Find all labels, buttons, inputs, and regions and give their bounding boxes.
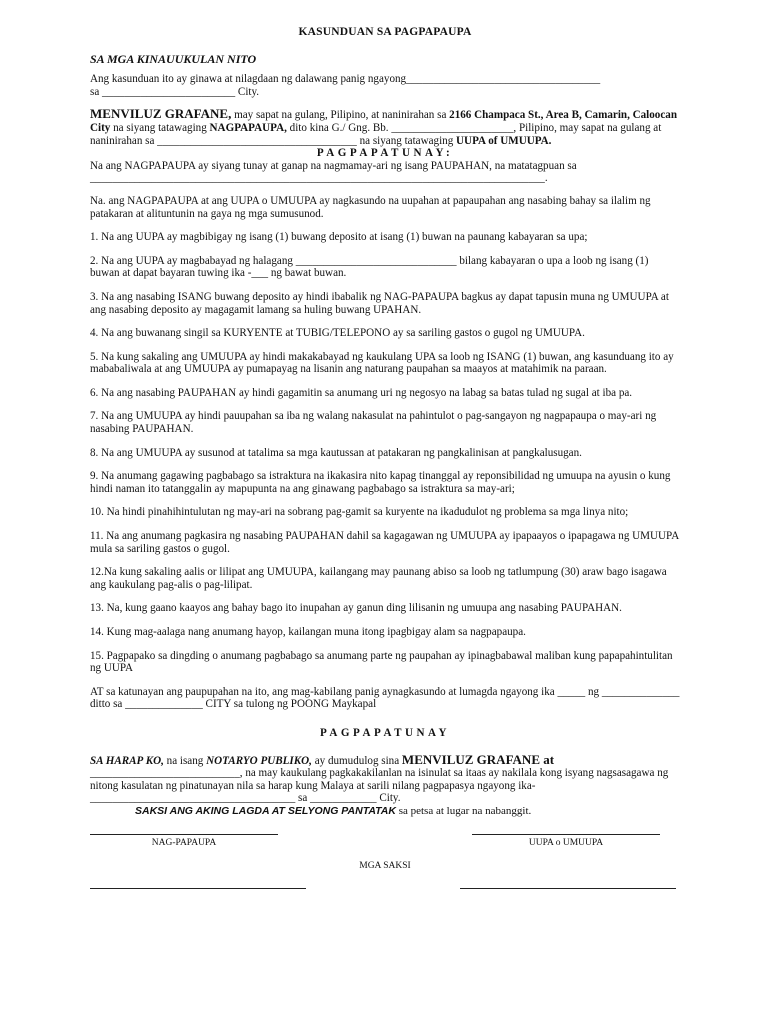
clause-item: 2. Na ang UUPA ay magbabayad ng halagang _____________________________ bilang kabayaran o upa a loob ng isang (1) buwan at dapat bayaran tuwing ika -___ ng bawat buwan. — [90, 254, 649, 280]
lessee-role: UUPA of UMUUPA. — [456, 134, 552, 147]
agreement-paragraph: Na. ang NAGPAPAUPA at ang UUPA o UMUUPA ay nagkasundo na uupahan at papaupahan ang nasabing bahay sa ilalim ng patakaran at alituntunin na gaya ng mga sumusunod. — [90, 194, 651, 220]
clause-list — [90, 231, 680, 675]
witness-signature-row — [90, 888, 680, 908]
lessor-signature-label: NAG-PAPAUPA — [151, 837, 217, 848]
clause-item: 1. Na ang UUPA ay magbibigay ng isang (1) buwang deposito at isang (1) buwan na paunang kabayaran sa upa; — [90, 231, 588, 244]
salutation: SA MGA KINAUUKULAN NITO — [90, 51, 257, 66]
witness-bold: SAKSI ANG AKING LAGDA AT SELYONG PANTATAK — [135, 804, 396, 817]
lessee-signature — [472, 834, 660, 850]
signature-row — [90, 834, 680, 858]
witness-signature-line — [90, 888, 306, 889]
clause-item: 12.Na kung sakaling aalis or lilipat ang UMUUPA, kailangang may paunang abiso sa loob ng tatlumpung (30) araw bago isagawa ang kaukulang pag-alis o pag-lilipat. — [90, 566, 667, 591]
document-title: KASUNDUAN SA PAGPAPAUPA — [298, 26, 472, 38]
section-heading-pagpapatunay: PAGPAPATUNAY: — [316, 147, 454, 160]
signature-line — [90, 834, 278, 835]
witness-statement — [135, 805, 680, 818]
clause-item: 14. Kung mag-aalaga nang anumang hayop, kailangan muna itong ipagbigay alam sa nagpapaupa. — [90, 626, 526, 638]
lessor-address: 2166 Champaca St., Area B, Camarin, Caloocan City — [90, 109, 677, 134]
witness-rest: sa petsa at lugar na nabanggit. — [395, 804, 532, 817]
parties-paragraph — [90, 108, 680, 147]
lessor-signature — [90, 834, 278, 850]
clause-item: 13. Na, kung gaano kaayos ang bahay bago ito inupahan ay ganun ding lilisanin ng umuupa ang nasabing PAUPAHAN. — [90, 602, 622, 615]
signature-line — [472, 834, 660, 835]
notary-party-name: MENVILUZ GRAFANE at — [401, 751, 555, 767]
clause-item: 9. Na anumang gagawing pagbabago sa istraktura na ikakasira nito kapag tinanggal ay reponsibilidad ng umuupa na ayusin o kung hindi naman ito tatanggalin ay mapupunta na ang ginawang pagbabago sa istraktura sa may-ari; — [90, 470, 671, 495]
intro-line-2: sa ________________________ City. — [90, 85, 260, 98]
parties-text: Pilipino, may sapat na gulang at naninirahan sa ____________________________________ na siyang tatawaging — [90, 121, 662, 147]
witnesses-label: MGA SAKSI — [359, 860, 411, 871]
witness-signature-line — [460, 888, 676, 889]
notary-title: NOTARYO PUBLIKO, — [206, 754, 312, 767]
lessor-role: NAGPAPAUPA, — [209, 121, 287, 134]
parties-text: na siyang tatawaging — [110, 121, 210, 134]
clause-item: 3. Na ang nasabing ISANG buwang deposito ay hindi ibabalik ng NAG-PAPAUPA bagkus ay dapat tapusin muna ng UMUUPA at ang nasabing deposito ay magagamit lamang sa huling buwang UPAHAN. — [90, 290, 669, 316]
notary-prefix: SA HARAP KO, — [90, 754, 164, 767]
notary-text: na isang — [163, 754, 207, 767]
clause-item: 7. Na ang UMUUPA ay hindi pauupahan sa iba ng walang nakasulat na pahintulot o pag-sangayon ng nagpapaupa o may-ari ng nasabing PAUPAHAN. — [90, 410, 657, 436]
clause-item: 15. Pagpapako sa dingding o anumang pagbabago sa anumang parte ng paupahan ay ipinagbabawal maliban kung papapahintulitan ng UUPA — [90, 649, 673, 675]
clause-item: 4. Na ang buwanang singil sa KURYENTE at TUBIG/TELEPONO ay sa sariling gastos o gugol ng UMUUPA. — [90, 327, 585, 340]
clause-item: 10. Na hindi pinahihintulutan ng may-ari na sobrang pag-gamit sa kuryente na ikadudulot ng problema sa mga linya nito; — [90, 506, 629, 519]
notary-text: ay dumudulog sina — [311, 754, 402, 767]
lessee-signature-label: UUPA o UMUUPA — [528, 837, 604, 848]
clause-item: 8. Na ang UMUUPA ay susunod at tatalima sa mga kautussan at patakaran ng pangkalinisan at pangkalusugan. — [90, 446, 582, 459]
clause-item: 6. Na ang nasabing PAUPAHAN ay hindi gagamitin sa anumang uri ng negosyo na labag sa batas tulad ng sugal at iba pa. — [90, 386, 633, 399]
notary-paragraph — [90, 751, 680, 805]
section-heading-notary: PAGPAPATUNAY — [319, 726, 451, 739]
parties-text: may sapat na gulang, Pilipino, at naninirahan sa — [231, 109, 450, 122]
parties-text: dito kina G./ Gng. Bb. ______________________, — [286, 121, 517, 134]
clause-item: 11. Na ang anumang pagkasira ng nasabing PAUPAHAN dahil sa kagagawan ng UMUUPA ay ipapaayos o ipapagawa ng UMUUPA mula sa sariling gastos o gugol. — [90, 530, 679, 555]
notary-text: ___________________________, na may kaukulang pagkakakilanlan na isinulat sa itaas ay nakilala kong isyang nagsasagawa ng nitong kasulatan ng pinatunayan nila sa harap kung Malaya at sarili nilang pagpapasya ngayong ika-_____________________________________ sa ____________ City. — [90, 767, 669, 805]
document-page — [90, 26, 680, 908]
clause-item: 5. Na kung sakaling ang UMUUPA ay hindi makakabayad ng kaukulang UPA sa loob ng ISANG (1) buwan, ang kasunduang ito ay mababaliwala at ang UMUUPA ay pumapayag na lisanin ang naturang paupahan sa maayos at matahimik na paraan. — [90, 350, 674, 376]
recital-paragraph: Na ang NAGPAPAUPA ay siyang tunay at ganap na nagmamay-ari ng isang PAUPAHAN, na matatagpuan sa __________________________________________________________________________________. — [90, 159, 577, 185]
closing-paragraph: AT sa katunayan ang paupupahan na ito, ang mag-kabilang panig aynagkasundo at lumagda ngayong ika _____ ng ______________ ditto sa ______________ CITY sa tulong ng POONG Maykapal — [90, 685, 680, 711]
intro-line-1: Ang kasunduan ito ay ginawa at nilagdaan ng dalawang panig ngayong___________________________________ — [90, 73, 601, 86]
lessor-name: MENVILUZ GRAFANE, — [90, 106, 232, 122]
